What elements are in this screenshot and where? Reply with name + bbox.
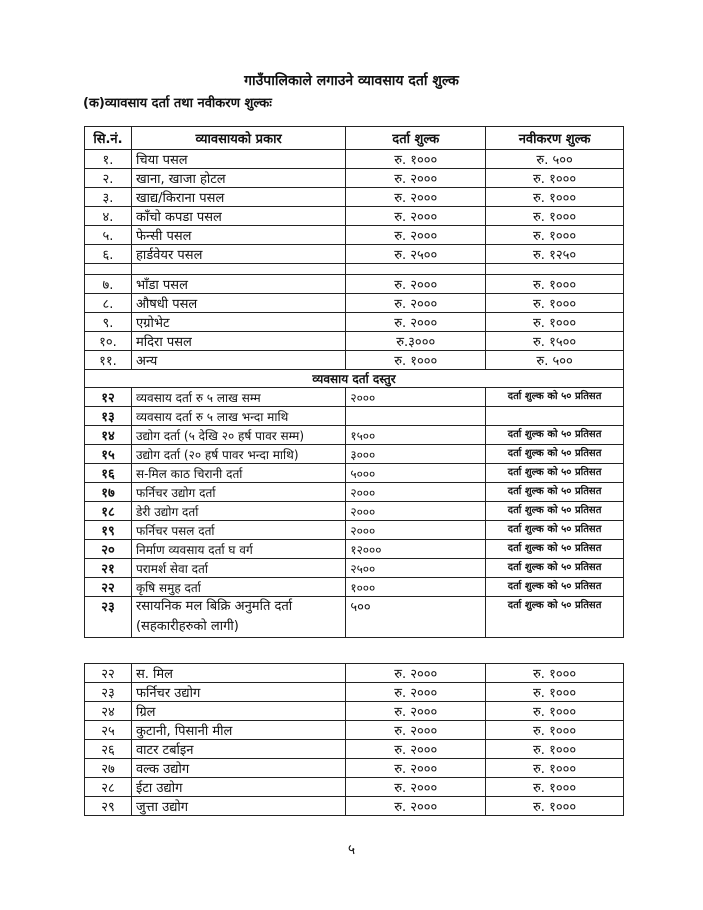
renewal-fee-cell: दर्ता शुल्क को ५० प्रतिसत xyxy=(486,597,624,638)
table-row xyxy=(85,445,624,464)
business-type-cell: उद्योग दर्ता (५ देखि २० हर्ष पावर सम्म) xyxy=(131,426,345,445)
table-row xyxy=(85,226,624,245)
renewal-fee-cell: रु. १००० xyxy=(486,721,624,740)
business-type-cell: ग्रिल xyxy=(131,702,345,721)
serial-cell: १९ xyxy=(85,521,132,540)
table-row xyxy=(85,150,624,169)
registration-fee-cell: रु. २००० xyxy=(346,683,486,702)
business-type-cell: निर्माण व्यवसाय दर्ता घ वर्ग xyxy=(131,540,345,559)
business-type-cell: मदिरा पसल xyxy=(131,332,345,351)
renewal-fee-cell: दर्ता शुल्क को ५० प्रतिसत xyxy=(486,502,624,521)
serial-cell: ४. xyxy=(85,207,132,226)
business-type-line-2: (सहकारीहरुको लागी) xyxy=(135,619,239,634)
renewal-fee-cell: दर्ता शुल्क को ५० प्रतिसत xyxy=(486,445,624,464)
serial-cell: ६. xyxy=(85,245,132,264)
serial-cell: ८. xyxy=(85,294,132,313)
registration-fee-cell: रु. २००० xyxy=(346,797,486,816)
registration-fee-cell: २००० xyxy=(346,388,486,407)
serial-cell: १८ xyxy=(85,502,132,521)
registration-fee-cell: रु. २००० xyxy=(346,759,486,778)
renewal-fee-cell: रु. १५०० xyxy=(486,332,624,351)
renewal-fee-cell: दर्ता शुल्क को ५० प्रतिसत xyxy=(486,578,624,597)
renewal-fee-cell: दर्ता शुल्क को ५० प्रतिसत xyxy=(486,540,624,559)
registration-fee-cell: ५००० xyxy=(346,464,486,483)
table-header-row xyxy=(85,127,624,150)
serial-cell: २३ xyxy=(85,683,132,702)
registration-fee-cell: रु. २००० xyxy=(346,207,486,226)
renewal-fee-cell: रु. १००० xyxy=(486,207,624,226)
renewal-fee-cell: रु. १००० xyxy=(486,740,624,759)
serial-cell: १३ xyxy=(85,407,132,426)
serial-cell: १. xyxy=(85,150,132,169)
business-type-cell: फर्निचर पसल दर्ता xyxy=(131,521,345,540)
spacer-row xyxy=(85,264,624,275)
registration-fee-cell: रु. २००० xyxy=(346,313,486,332)
serial-cell: १४ xyxy=(85,426,132,445)
serial-cell: २७ xyxy=(85,759,132,778)
business-type-cell xyxy=(131,597,345,638)
table-row xyxy=(85,664,624,683)
registration-fee-cell: रु. २००० xyxy=(346,721,486,740)
registration-fee-cell: रु. २००० xyxy=(346,169,486,188)
renewal-fee-cell: रु. ५०० xyxy=(486,150,624,169)
serial-cell: १६ xyxy=(85,464,132,483)
renewal-fee-cell: रु. १२५० xyxy=(486,245,624,264)
table-row xyxy=(85,207,624,226)
serial-cell: १०. xyxy=(85,332,132,351)
business-type-cell: परामर्श सेवा दर्ता xyxy=(131,559,345,578)
renewal-fee-cell: रु. १००० xyxy=(486,188,624,207)
business-type-cell: फर्निचर उद्योग xyxy=(131,683,345,702)
business-type-cell: उद्योग दर्ता (२० हर्ष पावर भन्दा माथि) xyxy=(131,445,345,464)
registration-fee-cell: रु. २००० xyxy=(346,188,486,207)
registration-fee-cell: रु. २००० xyxy=(346,702,486,721)
serial-cell: २. xyxy=(85,169,132,188)
serial-cell: २० xyxy=(85,540,132,559)
table-row xyxy=(85,275,624,294)
table-row xyxy=(85,721,624,740)
registration-fee-cell: रु. २००० xyxy=(346,226,486,245)
registration-fee-cell: २००० xyxy=(346,502,486,521)
table-row xyxy=(85,294,624,313)
renewal-fee-cell: रु. १००० xyxy=(486,226,624,245)
table-row xyxy=(85,245,624,264)
business-type-cell: डेरी उद्योग दर्ता xyxy=(131,502,345,521)
renewal-fee-cell: दर्ता शुल्क को ५० प्रतिसत xyxy=(486,521,624,540)
table-row xyxy=(85,169,624,188)
serial-cell: ९. xyxy=(85,313,132,332)
section-heading-row xyxy=(85,370,624,388)
fee-table xyxy=(84,126,624,638)
table-row xyxy=(85,521,624,540)
renewal-fee-cell: रु. १००० xyxy=(486,778,624,797)
renewal-fee-cell: दर्ता शुल्क को ५० प्रतिसत xyxy=(486,464,624,483)
table-row xyxy=(85,483,624,502)
business-type-cell: वल्क उद्योग xyxy=(131,759,345,778)
registration-fee-cell: १२००० xyxy=(346,540,486,559)
table-row xyxy=(85,683,624,702)
registration-fee-cell: रु. २००० xyxy=(346,664,486,683)
registration-fee-cell: ५०० xyxy=(346,597,486,638)
section-subtitle: (क)व्यावसाय दर्ता तथा नवीकरण शुल्कः xyxy=(83,96,272,111)
business-type-cell: फर्निचर उद्योग दर्ता xyxy=(131,483,345,502)
business-type-cell: व्यवसाय दर्ता रु ५ लाख भन्दा माथि xyxy=(131,407,345,426)
header-renewal-fee: नवीकरण शुल्क xyxy=(486,127,624,150)
business-type-line-1: रसायनिक मल बिक्रि अनुमति दर्ता xyxy=(135,599,293,614)
renewal-fee-cell xyxy=(486,407,624,426)
registration-fee-cell: २५०० xyxy=(346,559,486,578)
registration-fee-cell: रु. २००० xyxy=(346,275,486,294)
section-heading: व्यवसाय दर्ता दस्तुर xyxy=(85,370,624,388)
business-type-cell: खाद्य/किराना पसल xyxy=(131,188,345,207)
registration-fee-cell: रु. २००० xyxy=(346,294,486,313)
serial-cell: ३. xyxy=(85,188,132,207)
serial-cell: २२ xyxy=(85,578,132,597)
renewal-fee-cell: रु. १००० xyxy=(486,664,624,683)
registration-fee-cell: रु. २५०० xyxy=(346,245,486,264)
business-type-cell: चिया पसल xyxy=(131,150,345,169)
table-row xyxy=(85,778,624,797)
renewal-fee-cell: रु. १००० xyxy=(486,797,624,816)
renewal-fee-cell: रु. १००० xyxy=(486,294,624,313)
table-row xyxy=(85,797,624,816)
business-type-cell: औषधी पसल xyxy=(131,294,345,313)
business-type-cell: व्यवसाय दर्ता रु ५ लाख सम्म xyxy=(131,388,345,407)
table-row xyxy=(85,351,624,370)
registration-fee-cell: रु.३००० xyxy=(346,332,486,351)
business-type-cell: ईटा उद्योग xyxy=(131,778,345,797)
serial-cell: १७ xyxy=(85,483,132,502)
business-type-cell: कृषि समुह दर्ता xyxy=(131,578,345,597)
renewal-fee-cell: दर्ता शुल्क को ५० प्रतिसत xyxy=(486,388,624,407)
serial-cell: २३ xyxy=(85,597,132,638)
renewal-fee-cell: रु. १००० xyxy=(486,702,624,721)
business-type-cell: काँचो कपडा पसल xyxy=(131,207,345,226)
table-row xyxy=(85,540,624,559)
table-row xyxy=(85,426,624,445)
serial-cell: २९ xyxy=(85,797,132,816)
page-number: ५ xyxy=(347,842,356,858)
serial-cell: १२ xyxy=(85,388,132,407)
registration-fee-cell: रु. १००० xyxy=(346,150,486,169)
renewal-fee-cell: दर्ता शुल्क को ५० प्रतिसत xyxy=(486,426,624,445)
registration-fee-cell: १५०० xyxy=(346,426,486,445)
registration-fee-cell: २००० xyxy=(346,483,486,502)
registration-fee-cell: ३००० xyxy=(346,445,486,464)
business-type-cell: स. मिल xyxy=(131,664,345,683)
table-row xyxy=(85,740,624,759)
serial-cell: २१ xyxy=(85,559,132,578)
serial-cell: ५. xyxy=(85,226,132,245)
serial-cell: २५ xyxy=(85,721,132,740)
header-business-type: व्यावसायको प्रकार xyxy=(131,127,345,150)
renewal-fee-cell: रु. १००० xyxy=(486,759,624,778)
renewal-fee-cell: रु. १००० xyxy=(486,683,624,702)
header-registration-fee: दर्ता शुल्क xyxy=(346,127,486,150)
serial-cell: ११. xyxy=(85,351,132,370)
business-type-cell: अन्य xyxy=(131,351,345,370)
business-type-cell: वाटर टर्बाइन xyxy=(131,740,345,759)
business-type-cell: फेन्सी पसल xyxy=(131,226,345,245)
business-type-cell: हार्डवेयर पसल xyxy=(131,245,345,264)
serial-cell: २२ xyxy=(85,664,132,683)
table-row xyxy=(85,702,624,721)
table-row xyxy=(85,578,624,597)
registration-fee-cell: १००० xyxy=(346,578,486,597)
renewal-fee-cell: रु. ५०० xyxy=(486,351,624,370)
serial-cell: २६ xyxy=(85,740,132,759)
header-serial: सि.नं. xyxy=(85,127,132,150)
registration-fee-cell: २००० xyxy=(346,521,486,540)
business-type-cell: खाना, खाजा होटल xyxy=(131,169,345,188)
business-type-cell: भाँडा पसल xyxy=(131,275,345,294)
table-row xyxy=(85,597,624,638)
registration-fee-cell: रु. २००० xyxy=(346,740,486,759)
page-title: गाउँपालिकाले लगाउने व्यावसाय दर्ता शुल्क xyxy=(244,73,459,89)
table-row xyxy=(85,388,624,407)
renewal-fee-cell: रु. १००० xyxy=(486,275,624,294)
table-row xyxy=(85,502,624,521)
registration-fee-cell xyxy=(346,407,486,426)
renewal-fee-cell: रु. १००० xyxy=(486,313,624,332)
registration-fee-cell: रु. २००० xyxy=(346,778,486,797)
table-row xyxy=(85,559,624,578)
renewal-fee-cell: दर्ता शुल्क को ५० प्रतिसत xyxy=(486,559,624,578)
table-row xyxy=(85,188,624,207)
table-row xyxy=(85,313,624,332)
serial-cell: १५ xyxy=(85,445,132,464)
table-row xyxy=(85,464,624,483)
serial-cell: २४ xyxy=(85,702,132,721)
renewal-fee-cell: रु. १००० xyxy=(486,169,624,188)
business-type-cell: जुत्ता उद्योग xyxy=(131,797,345,816)
business-type-cell: स-मिल काठ चिरानी दर्ता xyxy=(131,464,345,483)
serial-cell: ७. xyxy=(85,275,132,294)
table-row xyxy=(85,407,624,426)
business-type-cell: कुटानी, पिसानी मील xyxy=(131,721,345,740)
table-row xyxy=(85,332,624,351)
registration-fee-cell: रु. १००० xyxy=(346,351,486,370)
renewal-fee-cell: दर्ता शुल्क को ५० प्रतिसत xyxy=(486,483,624,502)
business-type-cell: एग्रोभेट xyxy=(131,313,345,332)
serial-cell: २८ xyxy=(85,778,132,797)
table-row xyxy=(85,759,624,778)
fee-table-continued xyxy=(84,663,624,816)
